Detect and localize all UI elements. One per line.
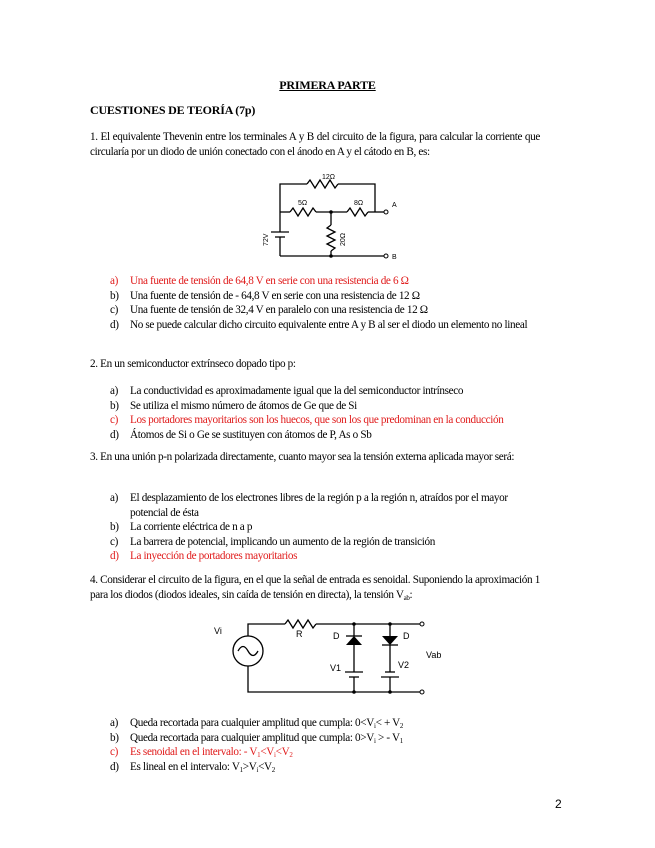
option-text: Átomos de Si o Ge se sustituyen con átomos de P, As o Sb <box>130 428 372 441</box>
option-2d <box>110 428 540 443</box>
question-2-text: 2. En un semiconductor extrínseco dopado tipo p: <box>90 358 296 370</box>
label-r: R <box>296 629 303 639</box>
option-letter: d) <box>110 428 119 441</box>
option-letter: c) <box>110 414 118 427</box>
label-vab: Vab <box>426 650 442 660</box>
option-letter: d) <box>110 760 119 773</box>
resistor-r <box>285 620 316 628</box>
option-letter: c) <box>110 746 118 759</box>
option-text: Una fuente de tensión de 64,8 V en serie con una resistencia de 6 Ω <box>130 275 409 287</box>
option-letter: c) <box>110 535 118 548</box>
resistor-top <box>307 180 338 188</box>
resistor-left <box>290 208 316 216</box>
option-4d <box>110 760 540 775</box>
label-vi: Vi <box>214 626 222 636</box>
option-text: Una fuente de tensión de 32,4 V en paralelo con una resistencia de 12 Ω <box>130 304 428 317</box>
question-4-text <box>90 573 540 602</box>
option-letter: a) <box>110 385 118 397</box>
diode-1 <box>346 636 362 645</box>
label-r-top: 12Ω <box>322 174 336 181</box>
question-4-text-main: 4. Considerar el circuito de la figura, en el que la señal de entrada es senoidal. Suponiendo la aproximación 1 para los diodos (diodos ideales, sin caída de tensión en directa), la tensión V <box>90 574 540 601</box>
resistor-vertical <box>327 225 335 251</box>
option-4c <box>110 745 540 760</box>
option-text: Se utiliza el mismo número de átomos de Ge que de Si <box>130 399 357 412</box>
option-text: No se puede calcular dicho circuito equivalente entre A y B al ser el diodo un elemento no lineal <box>130 318 528 331</box>
option-text: El desplazamiento de los electrones libres de la región p a la región n, atraídos por el mayor potencial de ésta <box>130 492 508 519</box>
option-letter: b) <box>110 731 119 744</box>
question-1-options <box>110 274 540 332</box>
option-letter: b) <box>110 289 119 302</box>
option-letter: a) <box>110 275 118 287</box>
question-4-subscript: ab <box>403 593 410 602</box>
question-3-options <box>110 491 540 564</box>
label-r-right: 8Ω <box>354 200 364 207</box>
option-1d <box>110 318 540 333</box>
option-text: La conductividad es aproximadamente igual que la del semiconductor intrínseco <box>130 385 464 397</box>
option-text: La inyección de portadores mayoritarios <box>130 550 298 563</box>
option-2c <box>110 413 540 428</box>
option-letter: b) <box>110 521 119 534</box>
option-2a <box>110 384 540 399</box>
option-letter: b) <box>110 399 119 412</box>
label-r-vertical: 20Ω <box>340 232 347 246</box>
option-3a <box>110 491 540 520</box>
option-1c <box>110 303 540 318</box>
clipper-circuit-diagram <box>200 614 460 704</box>
option-letter: d) <box>110 318 119 331</box>
option-letter: a) <box>110 492 118 504</box>
option-text: Una fuente de tensión de - 64,8 V en serie con una resistencia de 12 Ω <box>130 289 420 302</box>
thevenin-circuit-diagram <box>255 170 415 270</box>
option-text: Queda recortada para cualquier amplitud que cumpla: $0<V_i< + V_2$ <box>130 717 404 730</box>
option-4a <box>110 716 540 731</box>
option-text: La barrera de potencial, implicando un aumento de la región de transición <box>130 535 435 548</box>
question-2-options <box>110 384 540 442</box>
label-d2: D <box>403 631 410 641</box>
option-text: Es senoidal en el intervalo: - $V_1<V_i<V_2$ <box>130 746 293 760</box>
option-letter: c) <box>110 304 118 317</box>
option-letter: a) <box>110 717 118 729</box>
label-terminal-a: A <box>392 202 397 209</box>
label-r-left: 5Ω <box>298 200 308 207</box>
label-source: 72V <box>263 233 270 246</box>
label-v2: V2 <box>398 660 410 670</box>
option-letter: d) <box>110 550 119 563</box>
label-terminal-b: B <box>392 254 397 261</box>
diode-2 <box>382 636 398 645</box>
question-3-text: 3. En una unión p-n polarizada directamente, cuanto mayor sea la tensión externa aplicada mayor será: <box>90 451 515 463</box>
option-1a <box>110 274 540 289</box>
option-4b <box>110 731 540 746</box>
question-1-text: 1. El equivalente Thevenin entre los terminales A y B del circuito de la figura, para calcular la corriente que circularía por un diodo de unión conectado con el ánodo en A y el cátodo en B, es: <box>90 131 540 158</box>
question-4-options <box>110 716 540 774</box>
label-v1: V1 <box>330 663 342 673</box>
option-text: Es lineal en el intervalo: $V_1>V_i<V_2$ <box>130 760 275 774</box>
page-title: PRIMERA PARTE <box>279 78 376 92</box>
option-3c <box>110 535 540 550</box>
question-4-text-end: : <box>409 588 413 601</box>
option-3b <box>110 520 540 535</box>
option-1b <box>110 289 540 304</box>
resistor-right <box>347 208 368 216</box>
page-number: 2 <box>555 797 562 811</box>
label-d1: D <box>333 631 340 641</box>
option-text: Los portadores mayoritarios son los huecos, que son los que predominan en la conducción <box>130 414 504 427</box>
option-3d <box>110 549 540 564</box>
option-text: La corriente eléctrica de n a p <box>130 521 253 534</box>
option-text: Queda recortada para cualquier amplitud que cumpla: $0>V_i$ > - $V_1$ <box>130 731 403 745</box>
option-2b <box>110 399 540 414</box>
section-heading: CUESTIONES DE TEORÍA (7p) <box>90 103 256 117</box>
